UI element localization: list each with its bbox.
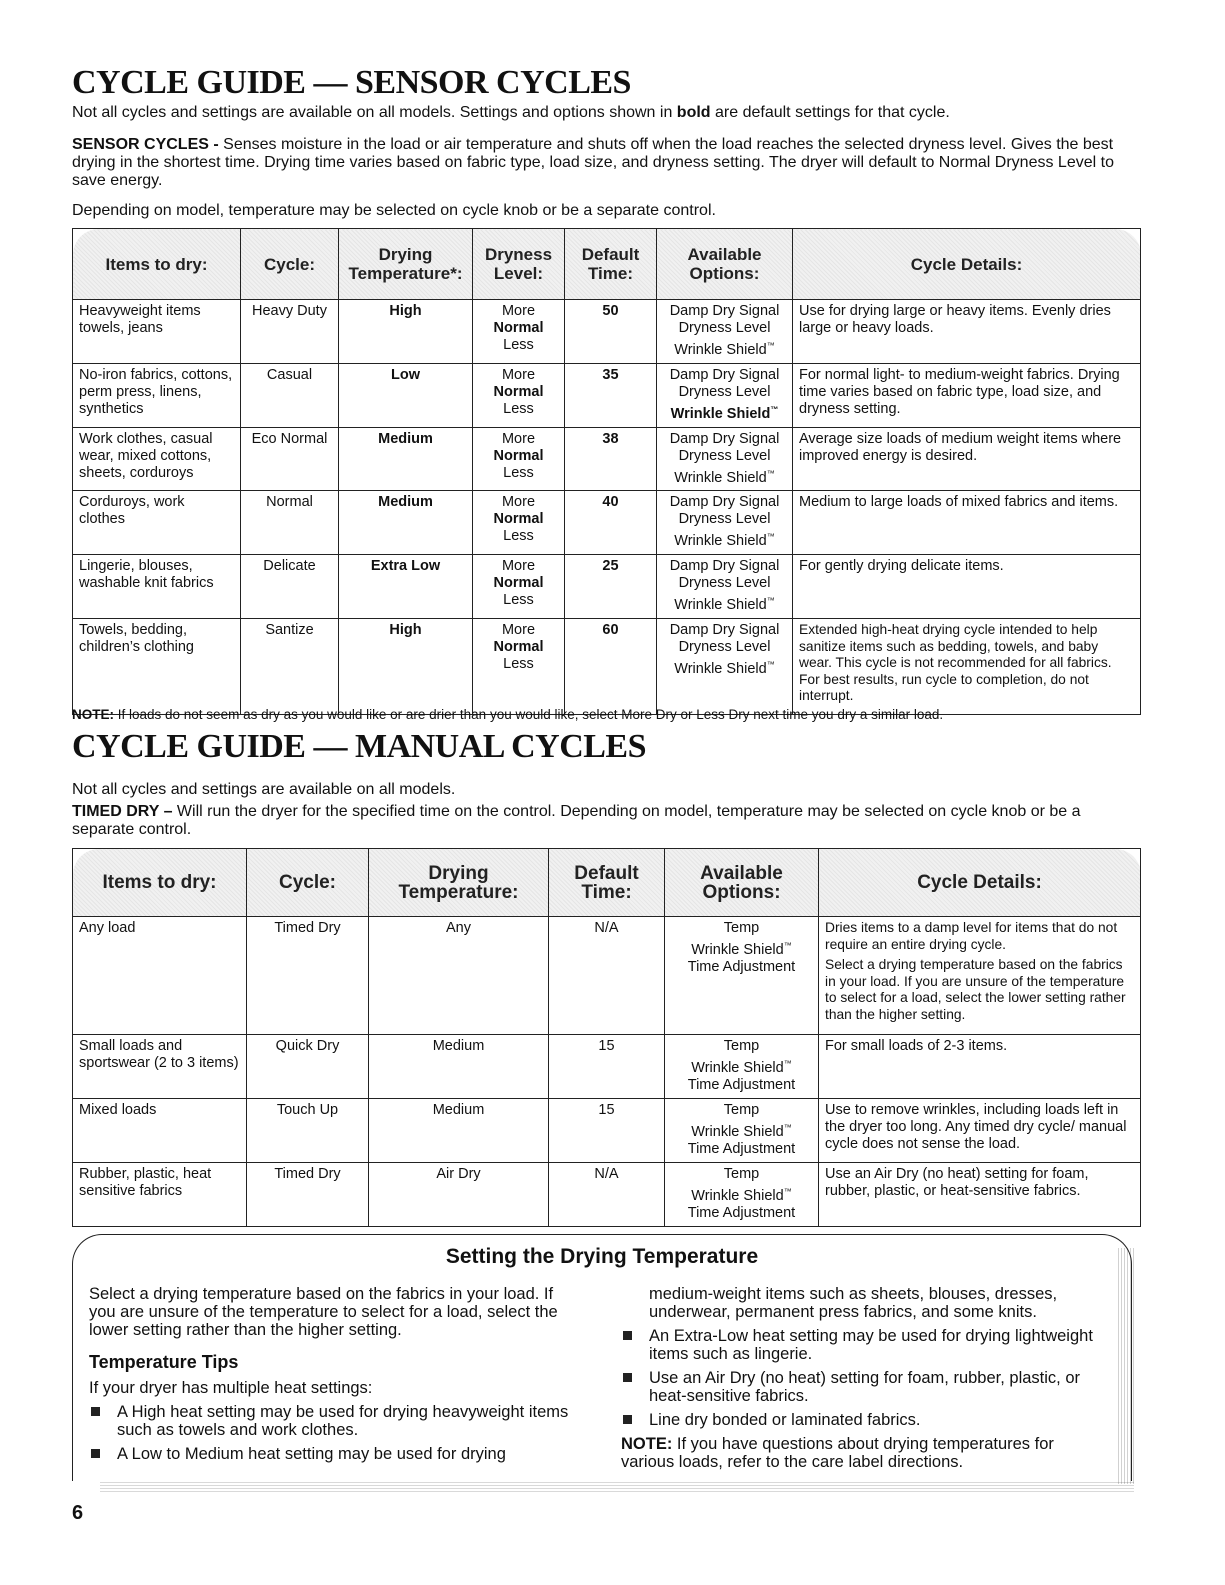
list-item: A Low to Medium heat setting may be used for drying xyxy=(89,1445,579,1463)
header-options: Available Options: xyxy=(657,229,793,300)
tips-intro: If your dryer has multiple heat settings: xyxy=(89,1379,373,1397)
sensor-note: NOTE: If loads do not seem as dry as you would like or are drier than you would like, select More Dry or Less Dry next time you dry a similar load. xyxy=(72,707,944,722)
manual-intro: Not all cycles and settings are available on all models. xyxy=(72,781,456,798)
header-temperature: Drying Temperature: xyxy=(369,849,549,917)
header-options: Available Options: xyxy=(665,849,819,917)
options-cell: Damp Dry Signal Dryness Level Wrinkle Shield™ xyxy=(657,427,793,491)
cycle-cell: Heavy Duty xyxy=(241,300,339,364)
cycle-cell: Casual xyxy=(241,363,339,427)
bullet-icon xyxy=(91,1449,100,1458)
dryness-cell: More Normal Less xyxy=(473,555,565,619)
list-item: Use an Air Dry (no heat) setting for foam, rubber, plastic, or heat-sensitive fabrics. xyxy=(621,1369,1101,1405)
cycle-cell: Timed Dry xyxy=(247,917,369,1035)
header-dryness: Dryness Level: xyxy=(473,229,565,300)
items-cell: Any load xyxy=(73,917,247,1035)
options-cell: Damp Dry Signal Dryness Level Wrinkle Shield™ xyxy=(657,555,793,619)
list-item: An Extra-Low heat setting may be used for drying lightweight items such as lingerie. xyxy=(621,1327,1101,1363)
details-cell: For small loads of 2-3 items. xyxy=(819,1035,1141,1099)
tips-title: Temperature Tips xyxy=(89,1352,239,1372)
details-cell: Dries items to a damp level for items that do not require an entire drying cycle. Select a drying temperature based on the fabrics in your load. If you are unsure of the temperature to select for a load, select the lower setting rather than the higher setting. xyxy=(819,917,1141,1035)
header-time: Default Time: xyxy=(549,849,665,917)
time-cell: 40 xyxy=(565,491,657,555)
dryness-cell: More Normal Less xyxy=(473,363,565,427)
items-cell: Towels, bedding, children’s clothing xyxy=(73,619,241,715)
bullet-icon xyxy=(91,1407,100,1416)
temperature-cell: Extra Low xyxy=(339,555,473,619)
items-cell: Rubber, plastic, heat sensitive fabrics xyxy=(73,1162,247,1226)
details-cell: Use for drying large or heavy items. Evenly dries large or heavy loads. xyxy=(793,300,1141,364)
header-cycle: Cycle: xyxy=(241,229,339,300)
list-item: Line dry bonded or laminated fabrics. xyxy=(621,1411,1101,1429)
options-cell: Damp Dry Signal Dryness Level Wrinkle Shield™ xyxy=(657,619,793,715)
header-temperature: Drying Temperature*: xyxy=(339,229,473,300)
bullet-icon xyxy=(623,1373,632,1382)
time-cell: N/A xyxy=(549,917,665,1035)
table-row xyxy=(73,555,1141,619)
temperature-cell: Air Dry xyxy=(369,1162,549,1226)
time-cell: N/A xyxy=(549,1162,665,1226)
options-cell: Temp Wrinkle Shield™ Time Adjustment xyxy=(665,917,819,1035)
tip-continuation: medium-weight items such as sheets, blouses, dresses, underwear, permanent press fabrics, and some knits. xyxy=(649,1285,1058,1321)
tips-list-continued xyxy=(621,1327,1101,1429)
table-row xyxy=(73,619,1141,715)
manual-description: TIMED DRY – Will run the dryer for the specified time on the control. Depending on model, temperature may be selected on cycle knob or be a separate control. xyxy=(72,803,1081,838)
temperature-cell: Any xyxy=(369,917,549,1035)
bullet-icon xyxy=(623,1331,632,1340)
cycle-cell: Quick Dry xyxy=(247,1035,369,1099)
manual-table-header xyxy=(73,849,1141,917)
details-cell: Use an Air Dry (no heat) setting for foam, rubber, plastic, or heat-sensitive fabrics. xyxy=(819,1162,1141,1226)
details-cell: Medium to large loads of mixed fabrics and items. xyxy=(793,491,1141,555)
details-cell: Use to remove wrinkles, including loads left in the dryer too long. Any timed dry cycle/ manual cycle does not sense the load. xyxy=(819,1098,1141,1162)
header-time: Default Time: xyxy=(565,229,657,300)
table-row xyxy=(73,491,1141,555)
table-row xyxy=(73,1035,1141,1099)
table-row xyxy=(73,300,1141,364)
box-left-column xyxy=(89,1285,579,1469)
items-cell: Work clothes, casual wear, mixed cottons, sheets, corduroys xyxy=(73,427,241,491)
cycle-cell: Eco Normal xyxy=(241,427,339,491)
temperature-cell: Medium xyxy=(369,1035,549,1099)
box-bottom-shadow xyxy=(100,1480,1134,1492)
details-cell: Extended high-heat drying cycle intended to help sanitize items such as bedding, towels, and baby wear. This cycle is not recommended for all fabrics. For best results, run cycle to completion, do not interrupt. xyxy=(793,619,1141,715)
header-details: Cycle Details: xyxy=(793,229,1141,300)
tips-list xyxy=(89,1403,579,1463)
header-cycle: Cycle: xyxy=(247,849,369,917)
sensor-cycles-table xyxy=(72,228,1141,715)
sensor-intro: Not all cycles and settings are available on all models. Settings and options shown in bold are default settings for that cycle. xyxy=(72,104,950,121)
options-cell: Damp Dry Signal Dryness Level Wrinkle Shield™ xyxy=(657,300,793,364)
header-items: Items to dry: xyxy=(73,229,241,300)
list-item: A High heat setting may be used for drying heavyweight items such as towels and work clothes. xyxy=(89,1403,579,1439)
table-row xyxy=(73,363,1141,427)
options-cell: Temp Wrinkle Shield™ Time Adjustment xyxy=(665,1098,819,1162)
dryness-cell: More Normal Less xyxy=(473,491,565,555)
items-cell: Small loads and sportswear (2 to 3 items) xyxy=(73,1035,247,1099)
drying-temperature-box xyxy=(72,1234,1132,1481)
header-items: Items to dry: xyxy=(73,849,247,917)
time-cell: 25 xyxy=(565,555,657,619)
cycle-cell: Touch Up xyxy=(247,1098,369,1162)
dryness-cell: More Normal Less xyxy=(473,300,565,364)
time-cell: 38 xyxy=(565,427,657,491)
sensor-section-title: CYCLE GUIDE — SENSOR CYCLES xyxy=(72,64,631,101)
cycle-cell: Normal xyxy=(241,491,339,555)
dryness-cell: More Normal Less xyxy=(473,427,565,491)
table-row xyxy=(73,1162,1141,1226)
page-number: 6 xyxy=(72,1502,84,1524)
table-row xyxy=(73,1098,1141,1162)
options-cell: Temp Wrinkle Shield™ Time Adjustment xyxy=(665,1162,819,1226)
temperature-cell: Low xyxy=(339,363,473,427)
details-cell: For normal light- to medium-weight fabrics. Drying time varies based on fabric type, load size, and dryness setting. xyxy=(793,363,1141,427)
items-cell: Heavyweight items towels, jeans xyxy=(73,300,241,364)
box-note: NOTE: If you have questions about drying temperatures for various loads, refer to the care label directions. xyxy=(621,1435,1054,1471)
temperature-cell: Medium xyxy=(369,1098,549,1162)
bullet-icon xyxy=(623,1415,632,1424)
table-row xyxy=(73,917,1141,1035)
manual-section-title: CYCLE GUIDE — MANUAL CYCLES xyxy=(72,728,647,765)
time-cell: 15 xyxy=(549,1098,665,1162)
time-cell: 50 xyxy=(565,300,657,364)
time-cell: 35 xyxy=(565,363,657,427)
temperature-cell: Medium xyxy=(339,491,473,555)
header-details: Cycle Details: xyxy=(819,849,1141,917)
temperature-cell: High xyxy=(339,619,473,715)
details-cell: Average size loads of medium weight items where improved energy is desired. xyxy=(793,427,1141,491)
dryness-cell: More Normal Less xyxy=(473,619,565,715)
cycle-cell: Santize xyxy=(241,619,339,715)
items-cell: Corduroys, work clothes xyxy=(73,491,241,555)
box-right-column xyxy=(621,1285,1101,1471)
items-cell: No-iron fabrics, cottons, perm press, linens, synthetics xyxy=(73,363,241,427)
manual-cycles-table xyxy=(72,848,1141,1227)
sensor-table-header xyxy=(73,229,1141,300)
table-row xyxy=(73,427,1141,491)
sensor-description: SENSOR CYCLES - Senses moisture in the load or air temperature and shuts off when the load reaches the selected dryness level. Gives the best drying in the shortest time. Drying time varies based on fabric type, load size, and dryness setting. The dryer will default to Normal Dryness Level to save energy. xyxy=(72,136,1114,189)
time-cell: 60 xyxy=(565,619,657,715)
box-title: Setting the Drying Temperature xyxy=(445,1245,759,1268)
options-cell: Damp Dry Signal Dryness Level Wrinkle Shield™ xyxy=(657,363,793,427)
temperature-cell: High xyxy=(339,300,473,364)
options-cell: Temp Wrinkle Shield™ Time Adjustment xyxy=(665,1035,819,1099)
cycle-cell: Delicate xyxy=(241,555,339,619)
time-cell: 15 xyxy=(549,1035,665,1099)
options-cell: Damp Dry Signal Dryness Level Wrinkle Shield™ xyxy=(657,491,793,555)
box-intro: Select a drying temperature based on the fabrics in your load. If you are unsure of the temperature to select for a load, select the lower setting rather than the higher setting. xyxy=(89,1285,558,1339)
items-cell: Mixed loads xyxy=(73,1098,247,1162)
items-cell: Lingerie, blouses, washable knit fabrics xyxy=(73,555,241,619)
temperature-cell: Medium xyxy=(339,427,473,491)
sensor-temp-note: Depending on model, temperature may be selected on cycle knob or be a separate control. xyxy=(72,202,716,219)
details-cell: For gently drying delicate items. xyxy=(793,555,1141,619)
cycle-cell: Timed Dry xyxy=(247,1162,369,1226)
